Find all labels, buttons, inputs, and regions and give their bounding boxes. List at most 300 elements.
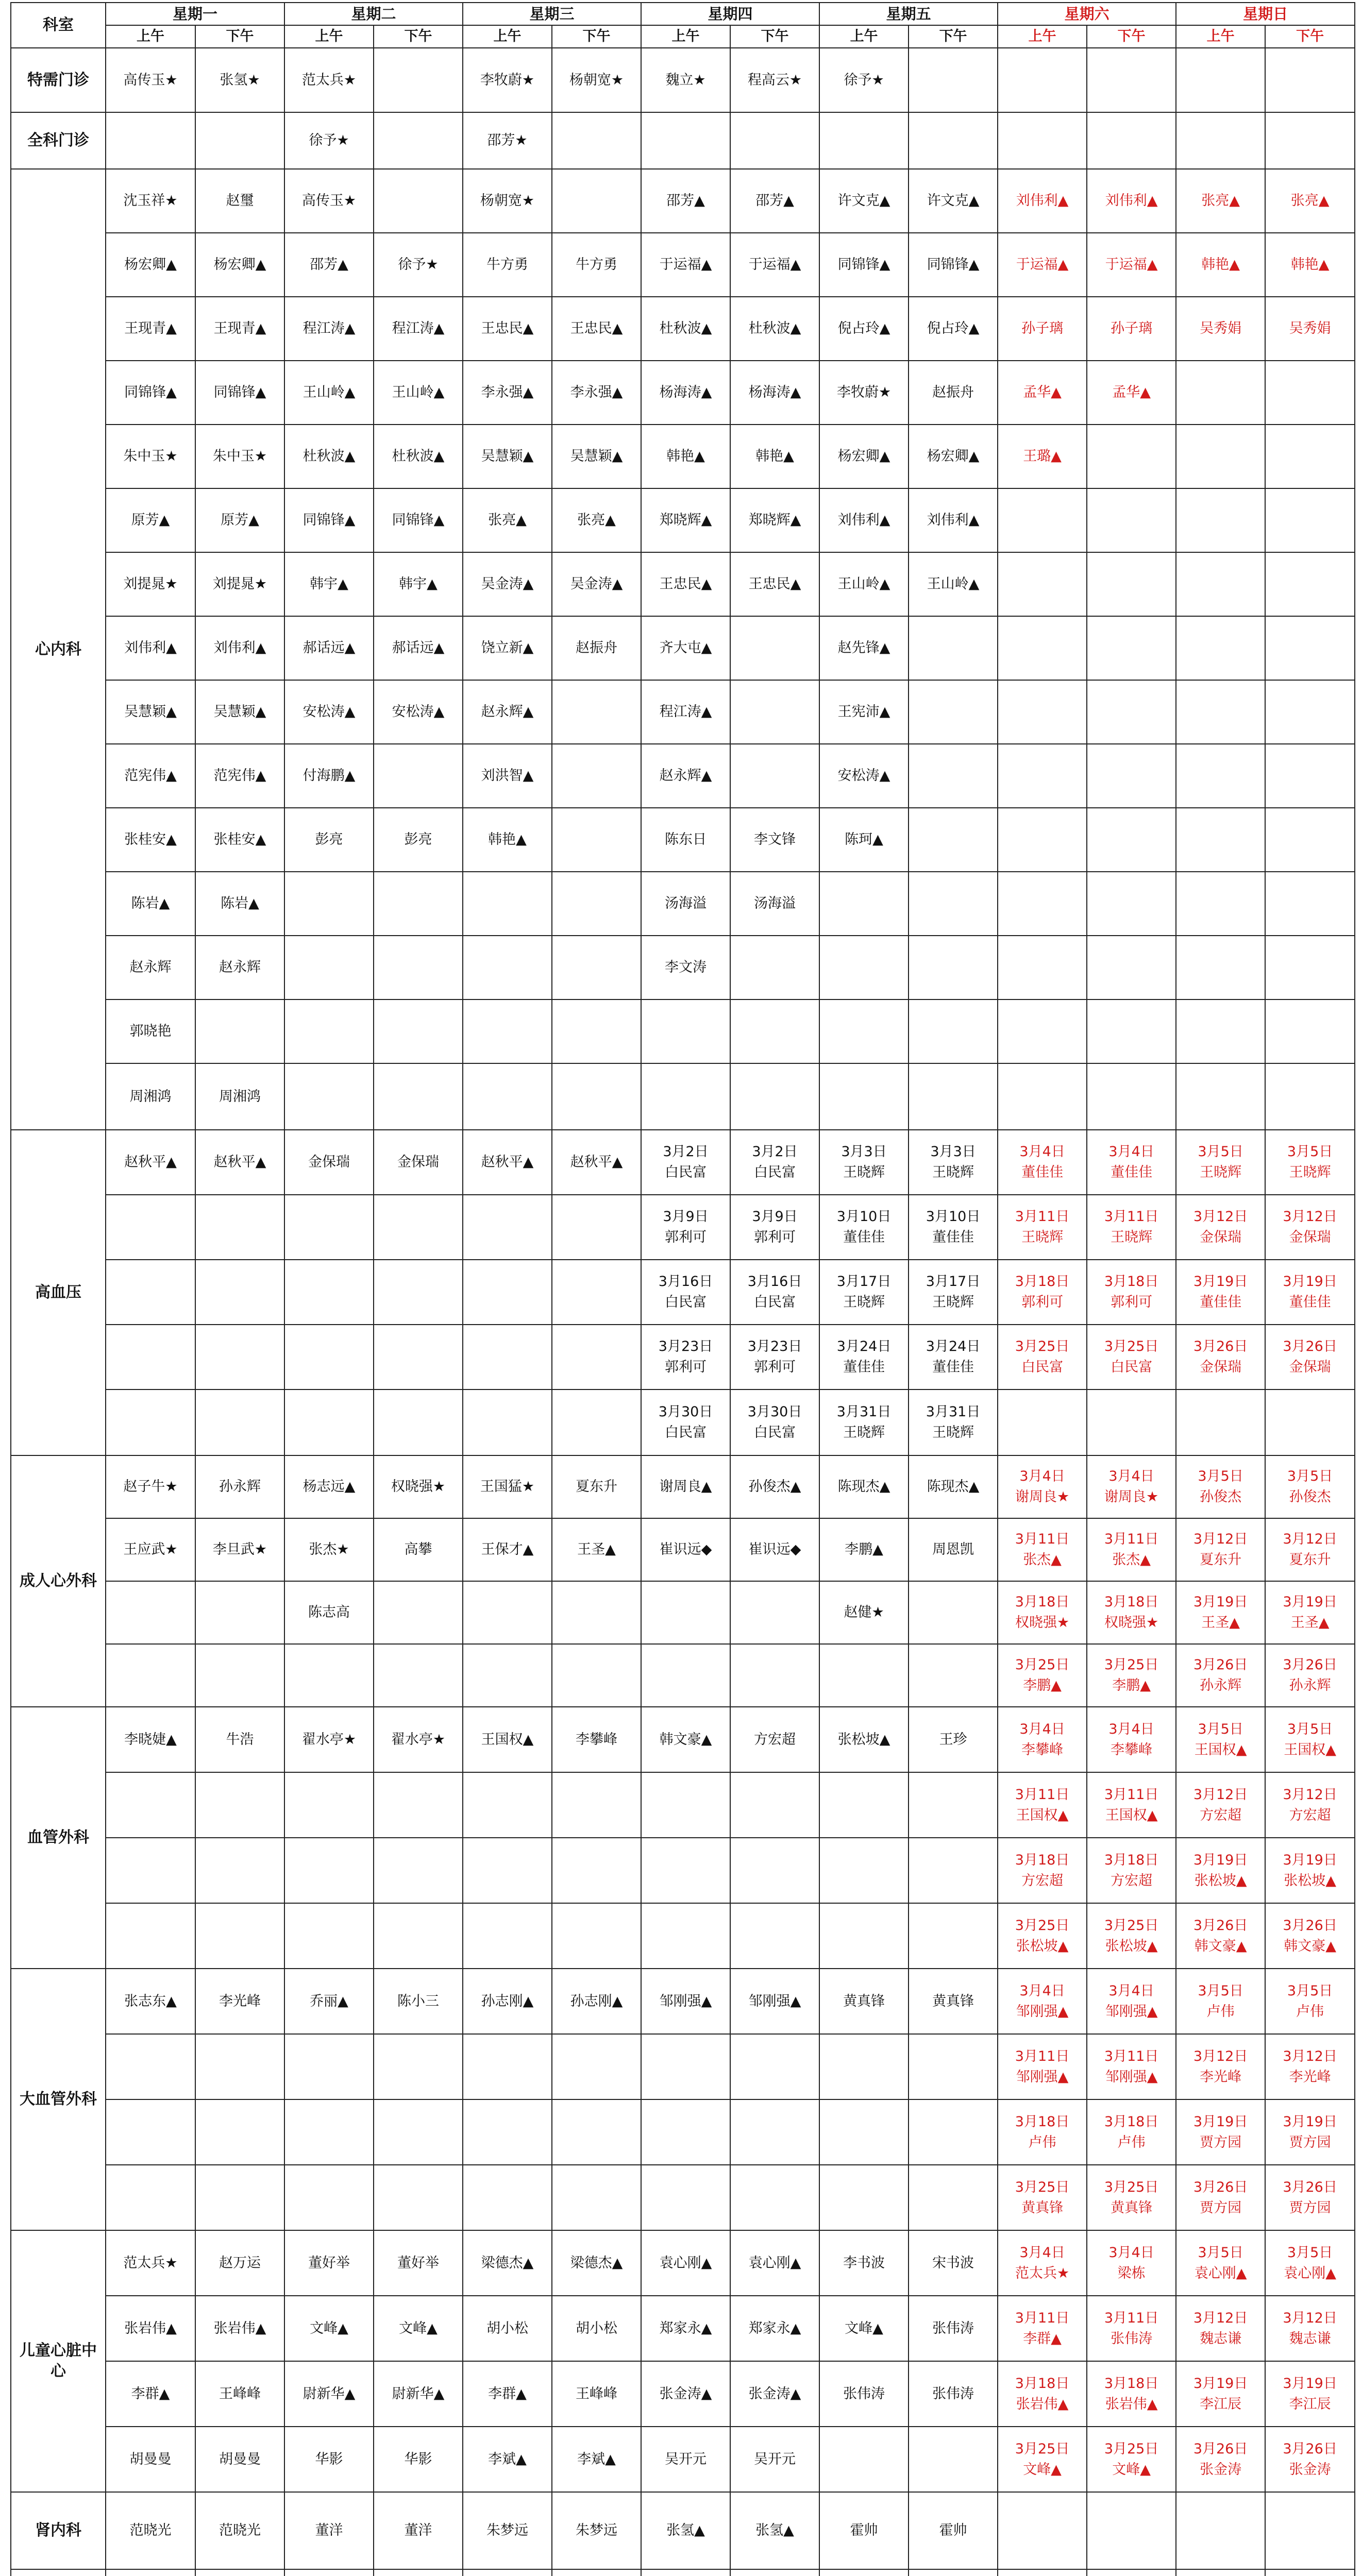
- doctor-cell: 梁德杰▲: [463, 2230, 552, 2296]
- doctor-cell: [730, 1644, 819, 1707]
- doctor-cell: 韩艳▲: [463, 808, 552, 872]
- doctor-cell: 3月11日 李群▲: [998, 2296, 1087, 2361]
- doctor-cell: [374, 744, 463, 808]
- doctor-cell: 陈东日: [641, 808, 730, 872]
- doctor-cell: [1265, 1063, 1355, 1130]
- doctor-cell: 3月4日 董佳佳: [998, 1130, 1087, 1195]
- doctor-cell: [641, 1581, 730, 1644]
- doctor-cell: [284, 2165, 374, 2230]
- doctor-cell: 张氢★: [195, 48, 284, 112]
- doctor-cell: 吴秀娟: [1265, 297, 1355, 361]
- doctor-cell: 3月26日 孙永辉: [1176, 1644, 1265, 1707]
- doctor-cell: [195, 112, 284, 169]
- doctor-cell: 郑家永▲: [730, 2296, 819, 2361]
- doctor-cell: [374, 1772, 463, 1838]
- doctor-cell: [106, 1325, 195, 1389]
- doctor-cell: 刘伟利▲: [1087, 169, 1176, 233]
- doctor-cell: 3月26日 贾方园: [1265, 2165, 1355, 2230]
- doctor-cell: 李光峰: [195, 1969, 284, 2034]
- doctor-cell: 邵芳▲: [730, 169, 819, 233]
- doctor-cell: 付海鹏▲: [284, 744, 374, 808]
- department-name: 儿童心脏中心: [11, 2230, 106, 2492]
- doctor-cell: [1176, 361, 1265, 425]
- doctor-cell: [463, 2099, 552, 2165]
- schedule-row: [11, 233, 1355, 297]
- doctor-cell: 安松涛▲: [284, 680, 374, 744]
- department-name: 肾内科: [11, 2492, 106, 2569]
- doctor-cell: [730, 2569, 819, 2576]
- schedule-row: [11, 1260, 1355, 1325]
- doctor-cell: 安松涛▲: [374, 680, 463, 744]
- doctor-cell: [195, 1325, 284, 1389]
- doctor-cell: 3月23日 郭利可: [641, 1325, 730, 1389]
- doctor-cell: [1176, 680, 1265, 744]
- day-header-fri: 星期五: [819, 3, 998, 25]
- doctor-cell: 陈岩▲: [195, 872, 284, 936]
- doctor-cell: 郑晓辉▲: [730, 488, 819, 552]
- doctor-cell: 李攀峰: [552, 1707, 641, 1772]
- doctor-cell: [374, 169, 463, 233]
- doctor-cell: [909, 48, 998, 112]
- doctor-cell: 范太兵★: [284, 48, 374, 112]
- doctor-cell: 乔丽▲: [284, 1969, 374, 2034]
- doctor-cell: 3月12日 魏志谦: [1265, 2296, 1355, 2361]
- schedule-row: [11, 361, 1355, 425]
- doctor-cell: 张伟涛: [909, 2296, 998, 2361]
- doctor-cell: [909, 1063, 998, 1130]
- doctor-cell: 杨海涛▲: [730, 361, 819, 425]
- doctor-cell: [730, 2034, 819, 2099]
- doctor-cell: 3月11日 张杰▲: [1087, 1518, 1176, 1581]
- schedule-row: [11, 48, 1355, 112]
- doctor-cell: [463, 872, 552, 936]
- doctor-cell: 3月12日 夏东升: [1265, 1518, 1355, 1581]
- doctor-cell: [1265, 112, 1355, 169]
- doctor-cell: [1087, 808, 1176, 872]
- doctor-cell: 袁心刚▲: [641, 2230, 730, 2296]
- doctor-cell: 3月18日 郭利可: [998, 1260, 1087, 1325]
- doctor-cell: [463, 1325, 552, 1389]
- doctor-cell: [1265, 1389, 1355, 1455]
- schedule-row: [11, 488, 1355, 552]
- doctor-cell: 董好举: [284, 2230, 374, 2296]
- schedule-row: [11, 1838, 1355, 1903]
- doctor-cell: [552, 2165, 641, 2230]
- doctor-cell: [284, 999, 374, 1063]
- doctor-cell: 3月5日 袁心刚▲: [1265, 2230, 1355, 2296]
- schedule-row: [11, 1195, 1355, 1260]
- doctor-cell: 黄真锋: [909, 1969, 998, 2034]
- doctor-cell: [106, 1389, 195, 1455]
- doctor-cell: [909, 2569, 998, 2576]
- doctor-cell: 周恩凯: [909, 1518, 998, 1581]
- doctor-cell: [1087, 425, 1176, 488]
- doctor-cell: [284, 1903, 374, 1969]
- doctor-cell: 徐予★: [284, 112, 374, 169]
- doctor-cell: 3月19日 董佳佳: [1265, 1260, 1355, 1325]
- doctor-cell: [552, 1838, 641, 1903]
- doctor-cell: [552, 744, 641, 808]
- doctor-cell: [909, 1581, 998, 1644]
- doctor-cell: 王峰峰: [195, 2361, 284, 2427]
- doctor-cell: 张杰★: [284, 1518, 374, 1581]
- schedule-row: [11, 2492, 1355, 2569]
- doctor-cell: 王现青▲: [106, 297, 195, 361]
- doctor-cell: 孟华▲: [1087, 361, 1176, 425]
- doctor-cell: [819, 1063, 909, 1130]
- schedule-row: [11, 1772, 1355, 1838]
- doctor-cell: [463, 936, 552, 999]
- doctor-cell: [1087, 936, 1176, 999]
- doctor-cell: [195, 1195, 284, 1260]
- doctor-cell: [195, 1903, 284, 1969]
- doctor-cell: [463, 2034, 552, 2099]
- am-header: 上午: [284, 25, 374, 48]
- doctor-cell: [1087, 488, 1176, 552]
- doctor-cell: [374, 936, 463, 999]
- doctor-cell: 文峰▲: [819, 2296, 909, 2361]
- doctor-cell: [552, 1260, 641, 1325]
- half-day-header-row: [11, 25, 1355, 48]
- doctor-cell: [730, 112, 819, 169]
- doctor-cell: [819, 1903, 909, 1969]
- doctor-cell: 张岩伟▲: [195, 2296, 284, 2361]
- doctor-cell: 张伟涛: [819, 2361, 909, 2427]
- am-header: 上午: [641, 25, 730, 48]
- doctor-cell: [463, 1644, 552, 1707]
- doctor-cell: 赵万运: [195, 2230, 284, 2296]
- doctor-cell: 李永强▲: [463, 361, 552, 425]
- doctor-cell: 邹刚强▲: [641, 1969, 730, 2034]
- doctor-cell: 牛方勇: [552, 233, 641, 297]
- doctor-cell: [1087, 2569, 1176, 2576]
- doctor-cell: [1087, 112, 1176, 169]
- doctor-cell: [552, 999, 641, 1063]
- doctor-cell: [374, 1581, 463, 1644]
- doctor-cell: [1087, 48, 1176, 112]
- doctor-cell: 许文克▲: [909, 169, 998, 233]
- doctor-cell: 陈现杰▲: [909, 1455, 998, 1518]
- doctor-cell: 王山岭▲: [374, 361, 463, 425]
- doctor-cell: 3月30日 白民富: [641, 1389, 730, 1455]
- schedule-row: [11, 425, 1355, 488]
- doctor-cell: 3月12日 李光峰: [1176, 2034, 1265, 2099]
- doctor-cell: 张桂安▲: [106, 808, 195, 872]
- doctor-cell: [1265, 872, 1355, 936]
- doctor-cell: 赵秋平▲: [106, 1130, 195, 1195]
- doctor-cell: [463, 1195, 552, 1260]
- doctor-cell: 3月18日 方宏超: [998, 1838, 1087, 1903]
- doctor-cell: 刘洪智▲: [463, 744, 552, 808]
- doctor-cell: [374, 872, 463, 936]
- am-header: 上午: [106, 25, 195, 48]
- doctor-cell: [1176, 999, 1265, 1063]
- doctor-cell: [106, 1260, 195, 1325]
- doctor-cell: 于运福▲: [998, 233, 1087, 297]
- department-name: 高血压: [11, 1130, 106, 1455]
- schedule-row: [11, 616, 1355, 680]
- doctor-cell: 高攀: [374, 1518, 463, 1581]
- doctor-cell: 同锦锋▲: [284, 488, 374, 552]
- doctor-cell: 吴开元: [730, 2427, 819, 2492]
- day-header-sun: 星期日: [1176, 3, 1355, 25]
- doctor-cell: 3月11日 王国权▲: [998, 1772, 1087, 1838]
- doctor-cell: 周湘鸿: [195, 1063, 284, 1130]
- doctor-cell: 3月12日 金保瑞: [1176, 1195, 1265, 1260]
- doctor-cell: 杜秋波▲: [641, 297, 730, 361]
- doctor-cell: 3月10日 董佳佳: [819, 1195, 909, 1260]
- doctor-cell: 郑家永▲: [641, 2296, 730, 2361]
- doctor-cell: 3月18日 权晓强★: [1087, 1581, 1176, 1644]
- doctor-cell: 吴慧颖▲: [195, 680, 284, 744]
- doctor-cell: 3月25日 白民富: [998, 1325, 1087, 1389]
- doctor-cell: 3月19日 贾方园: [1265, 2099, 1355, 2165]
- doctor-cell: 3月16日 白民富: [641, 1260, 730, 1325]
- doctor-cell: 华影: [374, 2427, 463, 2492]
- doctor-cell: 杨志远▲: [284, 1455, 374, 1518]
- doctor-cell: 杨朝宽★: [552, 48, 641, 112]
- doctor-cell: [552, 1063, 641, 1130]
- doctor-cell: 韩文豪▲: [641, 1707, 730, 1772]
- doctor-cell: 刘提晁★: [195, 552, 284, 616]
- doctor-cell: [909, 616, 998, 680]
- doctor-cell: 3月11日 王晓辉: [998, 1195, 1087, 1260]
- doctor-cell: 董好举: [374, 2230, 463, 2296]
- doctor-cell: [1265, 808, 1355, 872]
- doctor-cell: [284, 1063, 374, 1130]
- doctor-cell: 谢周良▲: [641, 1455, 730, 1518]
- doctor-cell: 韩艳▲: [641, 425, 730, 488]
- doctor-cell: [374, 2569, 463, 2576]
- doctor-cell: 郑晓辉▲: [641, 488, 730, 552]
- doctor-cell: [284, 1260, 374, 1325]
- doctor-cell: 3月19日 贾方园: [1176, 2099, 1265, 2165]
- doctor-cell: 杜秋波▲: [284, 425, 374, 488]
- schedule-row: [11, 2569, 1355, 2576]
- doctor-cell: 赵子牛★: [106, 1455, 195, 1518]
- doctor-cell: [730, 1903, 819, 1969]
- doctor-cell: 3月2日 白民富: [641, 1130, 730, 1195]
- doctor-cell: [552, 808, 641, 872]
- doctor-cell: [819, 2099, 909, 2165]
- doctor-cell: 同锦锋▲: [909, 233, 998, 297]
- doctor-cell: 权晓强★: [374, 1455, 463, 1518]
- doctor-cell: [374, 1063, 463, 1130]
- doctor-cell: 范太兵★: [106, 2230, 195, 2296]
- doctor-cell: 3月30日 白民富: [730, 1389, 819, 1455]
- schedule-row: [11, 552, 1355, 616]
- doctor-cell: [374, 1903, 463, 1969]
- doctor-cell: [463, 1389, 552, 1455]
- department-name: 特需门诊: [11, 48, 106, 112]
- doctor-cell: 3月4日 李攀峰: [1087, 1707, 1176, 1772]
- doctor-cell: 李斌▲: [463, 2427, 552, 2492]
- doctor-cell: 邵芳▲: [284, 233, 374, 297]
- doctor-cell: [284, 2034, 374, 2099]
- doctor-cell: [730, 1838, 819, 1903]
- doctor-cell: [1176, 744, 1265, 808]
- doctor-cell: [284, 1838, 374, 1903]
- doctor-cell: 3月19日 李江辰: [1265, 2361, 1355, 2427]
- doctor-cell: 赵璽: [195, 169, 284, 233]
- doctor-cell: 王宪沛▲: [819, 680, 909, 744]
- doctor-cell: 吴开元: [641, 2427, 730, 2492]
- doctor-cell: [552, 2569, 641, 2576]
- doctor-cell: [195, 1260, 284, 1325]
- am-header: 上午: [1176, 25, 1265, 48]
- doctor-cell: 郭晓艳: [106, 999, 195, 1063]
- schedule-row: [11, 1063, 1355, 1130]
- doctor-cell: [374, 1260, 463, 1325]
- doctor-cell: [1265, 425, 1355, 488]
- doctor-cell: [1176, 48, 1265, 112]
- doctor-cell: 杜秋波▲: [730, 297, 819, 361]
- doctor-cell: 王圣▲: [552, 1518, 641, 1581]
- doctor-cell: [641, 999, 730, 1063]
- doctor-cell: [641, 1903, 730, 1969]
- doctor-cell: 3月4日 董佳佳: [1087, 1130, 1176, 1195]
- doctor-cell: 王山岭▲: [909, 552, 998, 616]
- department-name: 血管外科: [11, 1707, 106, 1969]
- doctor-cell: 胡小松: [463, 2296, 552, 2361]
- doctor-cell: [463, 2165, 552, 2230]
- doctor-cell: [998, 552, 1087, 616]
- doctor-cell: [1176, 1063, 1265, 1130]
- doctor-cell: [1265, 552, 1355, 616]
- doctor-cell: 孙子璃: [998, 297, 1087, 361]
- doctor-cell: [819, 2165, 909, 2230]
- doctor-cell: [374, 1644, 463, 1707]
- doctor-cell: [1265, 936, 1355, 999]
- doctor-cell: [1176, 112, 1265, 169]
- doctor-cell: [730, 999, 819, 1063]
- doctor-cell: 王忠民▲: [641, 552, 730, 616]
- doctor-cell: [819, 2569, 909, 2576]
- day-header-wed: 星期三: [463, 3, 641, 25]
- doctor-cell: 王忠民▲: [552, 297, 641, 361]
- doctor-cell: 3月26日 张金涛: [1265, 2427, 1355, 2492]
- doctor-cell: [998, 2569, 1087, 2576]
- department-header: 科室: [11, 3, 106, 48]
- doctor-cell: [909, 680, 998, 744]
- doctor-cell: 3月26日 金保瑞: [1176, 1325, 1265, 1389]
- doctor-cell: [641, 1838, 730, 1903]
- doctor-cell: [1265, 616, 1355, 680]
- doctor-cell: 陈小三: [374, 1969, 463, 2034]
- doctor-cell: 3月19日 王圣▲: [1176, 1581, 1265, 1644]
- doctor-cell: 3月25日 黄真锋: [1087, 2165, 1176, 2230]
- doctor-cell: 3月11日 王国权▲: [1087, 1772, 1176, 1838]
- doctor-cell: [998, 744, 1087, 808]
- doctor-cell: 3月26日 韩文豪▲: [1265, 1903, 1355, 1969]
- doctor-cell: 李鹏▲: [819, 1518, 909, 1581]
- doctor-cell: 3月26日 韩文豪▲: [1176, 1903, 1265, 1969]
- doctor-cell: [909, 2427, 998, 2492]
- doctor-cell: 3月4日 范太兵★: [998, 2230, 1087, 2296]
- doctor-cell: [641, 1772, 730, 1838]
- doctor-cell: [730, 616, 819, 680]
- doctor-cell: 3月19日 王圣▲: [1265, 1581, 1355, 1644]
- doctor-cell: 3月5日 孙俊杰: [1176, 1455, 1265, 1518]
- doctor-cell: [552, 169, 641, 233]
- doctor-cell: 李文涛: [641, 936, 730, 999]
- doctor-cell: [819, 1772, 909, 1838]
- doctor-cell: 3月31日 王晓辉: [909, 1389, 998, 1455]
- doctor-cell: [463, 1260, 552, 1325]
- doctor-cell: 3月5日 王国权▲: [1265, 1707, 1355, 1772]
- doctor-cell: 3月19日 董佳佳: [1176, 1260, 1265, 1325]
- doctor-cell: 杨海涛▲: [641, 361, 730, 425]
- doctor-cell: [1265, 488, 1355, 552]
- doctor-cell: 3月12日 金保瑞: [1265, 1195, 1355, 1260]
- doctor-cell: 张亮▲: [552, 488, 641, 552]
- schedule-row: [11, 112, 1355, 169]
- doctor-cell: 刘伟利▲: [819, 488, 909, 552]
- doctor-cell: [909, 872, 998, 936]
- doctor-cell: [909, 1903, 998, 1969]
- doctor-cell: 彭亮: [284, 808, 374, 872]
- doctor-cell: 高传玉★: [284, 169, 374, 233]
- doctor-cell: 范宪伟▲: [106, 744, 195, 808]
- doctor-cell: 陈珂▲: [819, 808, 909, 872]
- schedule-row: [11, 1389, 1355, 1455]
- doctor-cell: [909, 744, 998, 808]
- doctor-cell: 3月3日 王晓辉: [909, 1130, 998, 1195]
- doctor-cell: 杨朝宽★: [463, 169, 552, 233]
- doctor-cell: [374, 2165, 463, 2230]
- doctor-cell: 张氢▲: [641, 2492, 730, 2569]
- doctor-cell: 3月26日 金保瑞: [1265, 1325, 1355, 1389]
- doctor-cell: 杨宏卿▲: [819, 425, 909, 488]
- doctor-cell: [819, 936, 909, 999]
- doctor-cell: [106, 2099, 195, 2165]
- doctor-cell: [819, 1644, 909, 1707]
- doctor-cell: 张岩伟▲: [106, 2296, 195, 2361]
- doctor-cell: 王珍: [909, 1707, 998, 1772]
- doctor-cell: 3月9日 郭利可: [641, 1195, 730, 1260]
- doctor-cell: [552, 2034, 641, 2099]
- doctor-cell: [998, 48, 1087, 112]
- doctor-cell: [1176, 1389, 1265, 1455]
- doctor-cell: [730, 744, 819, 808]
- schedule-row: [11, 1518, 1355, 1581]
- doctor-cell: 3月3日 王晓辉: [819, 1130, 909, 1195]
- doctor-cell: [552, 872, 641, 936]
- schedule-row: [11, 2361, 1355, 2427]
- doctor-cell: 王忠民▲: [463, 297, 552, 361]
- doctor-cell: 3月5日 孙俊杰: [1265, 1455, 1355, 1518]
- doctor-cell: [552, 680, 641, 744]
- doctor-cell: [284, 2099, 374, 2165]
- doctor-cell: [463, 1772, 552, 1838]
- schedule-row: [11, 999, 1355, 1063]
- doctor-cell: [730, 2165, 819, 2230]
- doctor-cell: [641, 2165, 730, 2230]
- department-name: [11, 2569, 106, 2576]
- day-header-row: [11, 3, 1355, 25]
- doctor-cell: 韩艳▲: [1176, 233, 1265, 297]
- doctor-cell: 程江涛▲: [374, 297, 463, 361]
- doctor-cell: [374, 1325, 463, 1389]
- doctor-cell: [552, 936, 641, 999]
- doctor-cell: 翟水亭★: [284, 1707, 374, 1772]
- schedule-row: [11, 1455, 1355, 1518]
- doctor-cell: 李斌▲: [552, 2427, 641, 2492]
- doctor-cell: [195, 1772, 284, 1838]
- doctor-cell: 3月2日 白民富: [730, 1130, 819, 1195]
- doctor-cell: 李牧蔚★: [463, 48, 552, 112]
- schedule-row: [11, 1325, 1355, 1389]
